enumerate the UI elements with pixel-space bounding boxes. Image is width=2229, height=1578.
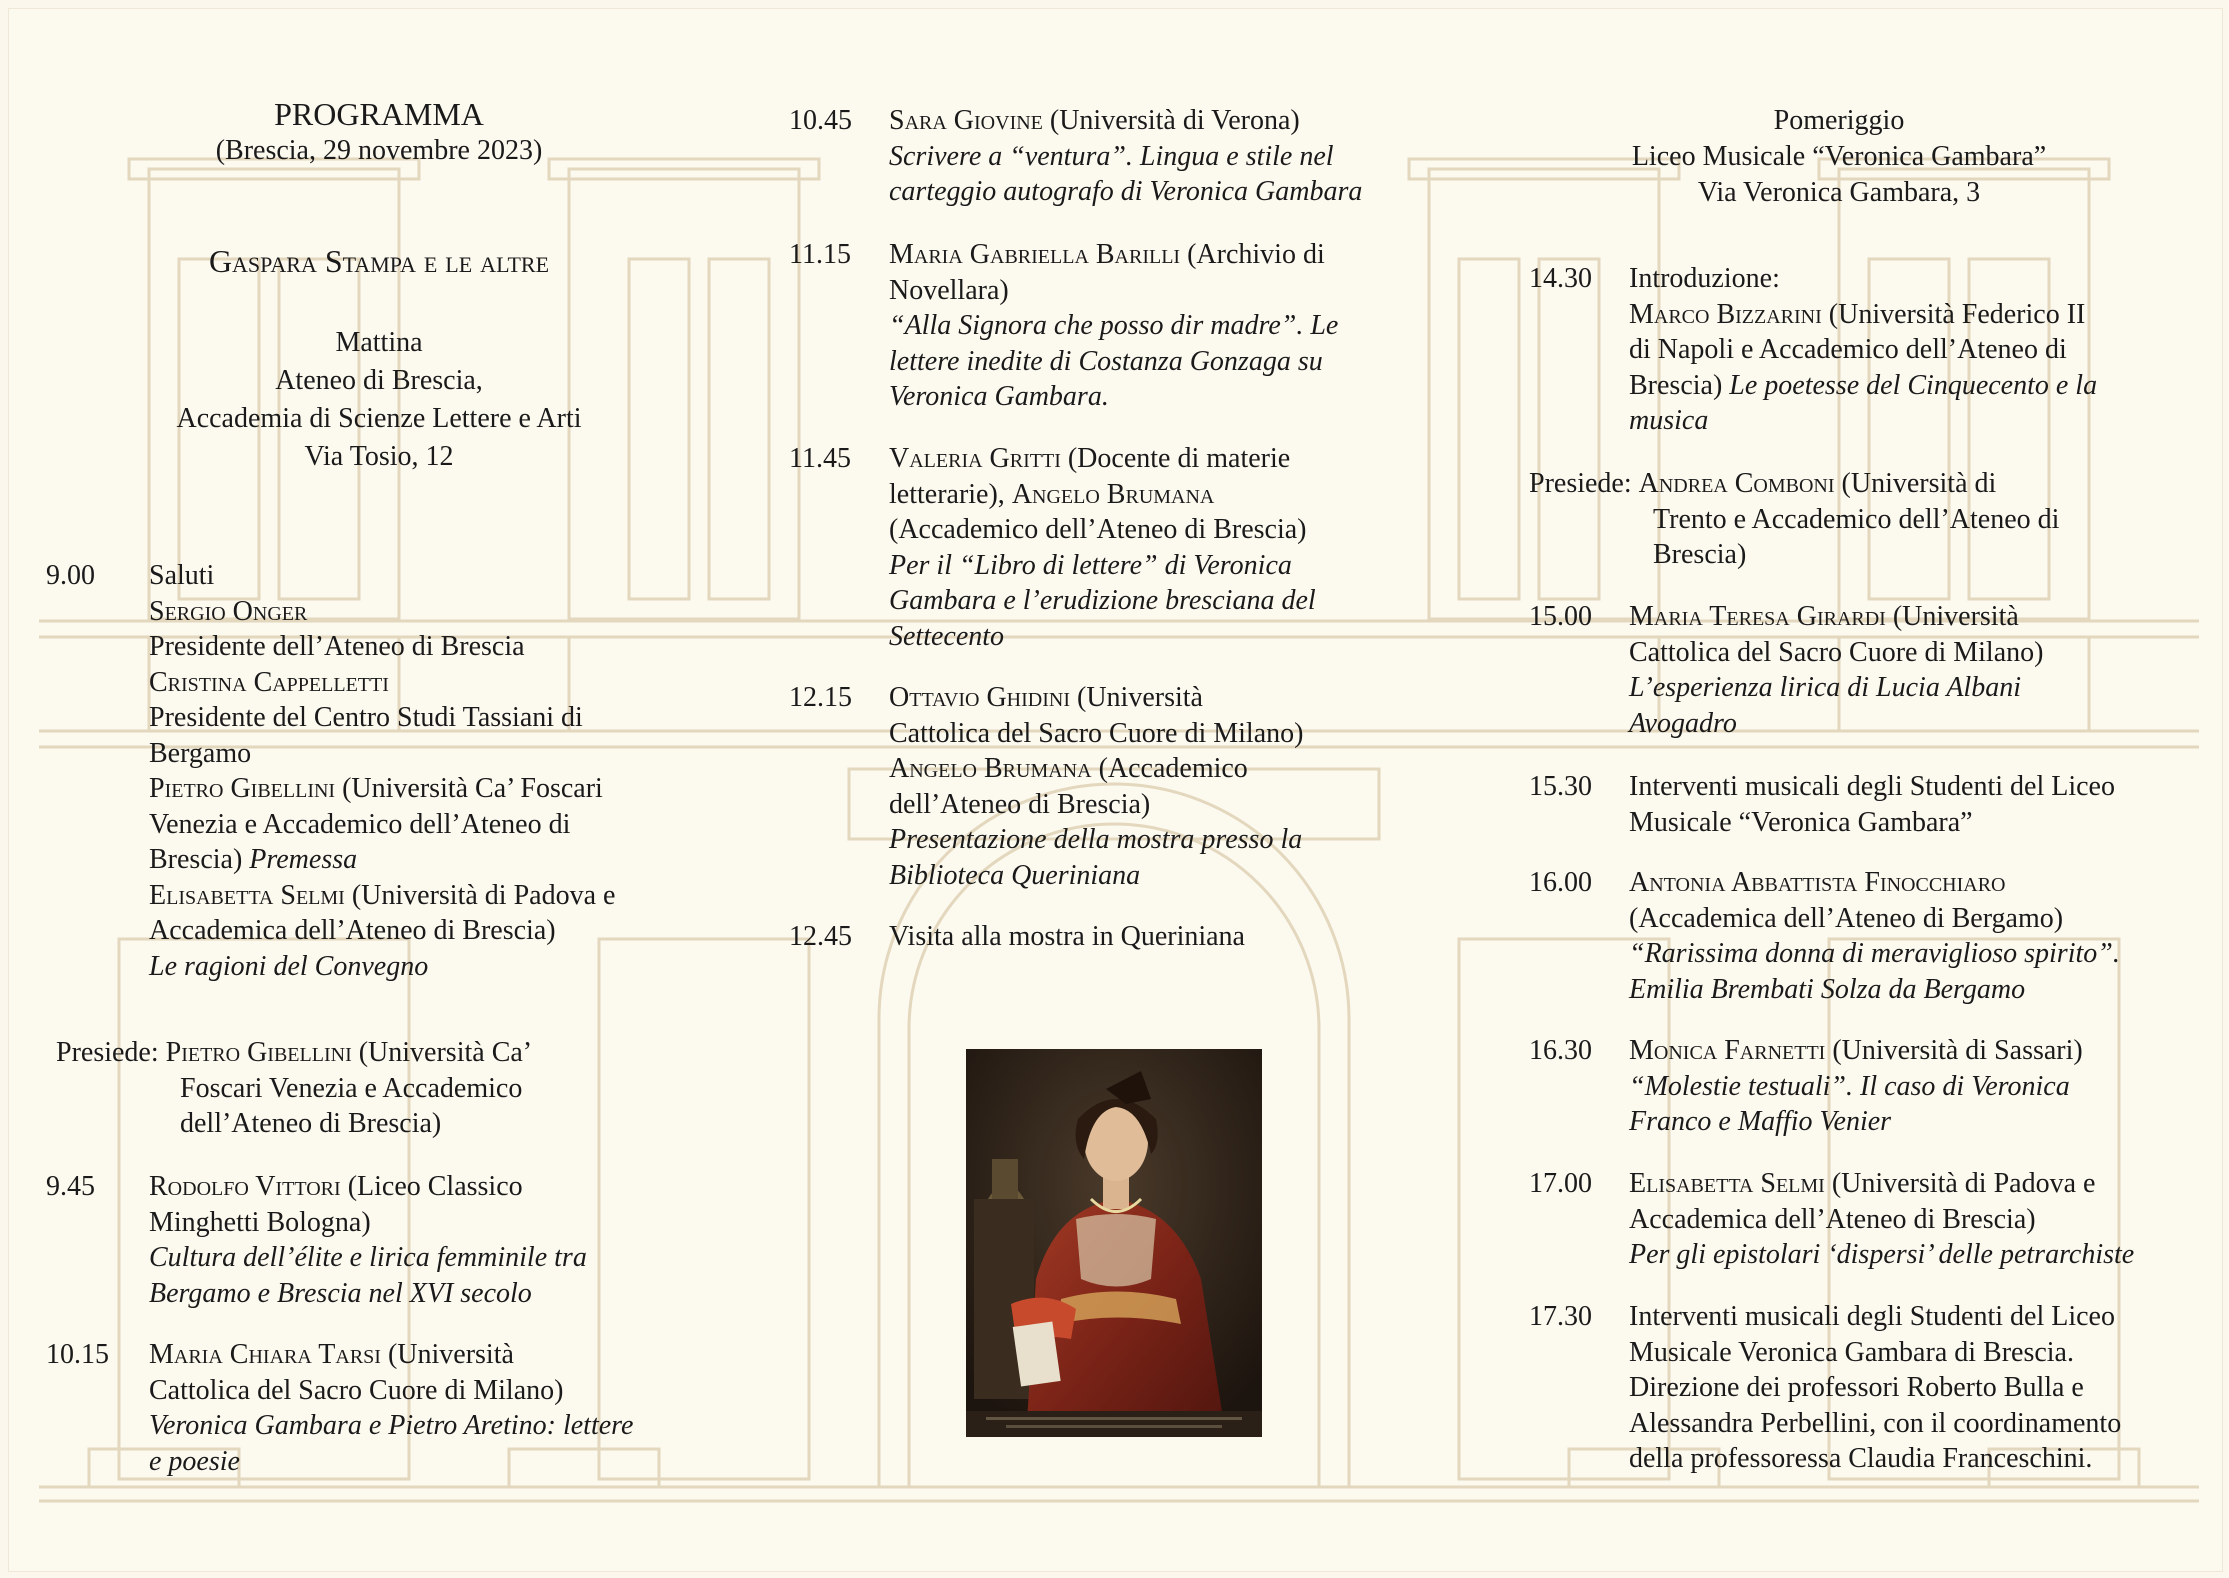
time-label: 12.15 (789, 682, 852, 713)
time-label: 9.00 (46, 560, 95, 591)
speaker-name: Pietro Gibellini (149, 773, 336, 804)
item-line: Presidente del Centro Studi Tassiani di (149, 702, 583, 733)
item-line: (Università Ca’ (351, 1037, 533, 1068)
item-body (1629, 865, 2209, 1007)
talk-title: Bergamo e Brescia nel XVI secolo (149, 1277, 532, 1309)
item-line: Cattolica del Sacro Cuore di Milano) (149, 1374, 564, 1406)
talk-title: L’esperienza lirica di Lucia Albani (1629, 672, 2021, 703)
item-line: (Università di (1834, 468, 1997, 499)
item-line: (Accademico (1091, 753, 1248, 784)
item-body (1629, 1299, 2209, 1477)
talk-title: Le ragioni del Convegno (149, 950, 429, 982)
talk-title: Scrivere a “ventura”. Lingua e stile nel (889, 140, 1334, 172)
speaker-name: Antonia Abbattista Finocchiaro (1629, 867, 2006, 898)
talk-title: Cultura dell’élite e lirica femminile tra (149, 1242, 587, 1273)
speaker-name: Sara Giovine (889, 105, 1043, 136)
speaker-name: Valeria Gritti (889, 443, 1061, 474)
item-line: Minghetti Bologna) (149, 1206, 371, 1238)
speaker-name: Pietro Gibellini (165, 1037, 352, 1068)
venue-line-3: Via Tosio, 12 (304, 441, 454, 472)
speaker-name: Elisabetta Selmi (149, 879, 345, 911)
item-line: (Accademico dell’Ateneo di Brescia) (889, 514, 1307, 545)
time-label: 16.30 (1529, 1035, 1592, 1066)
time-label: 11.45 (789, 443, 851, 474)
session-afternoon: Pomeriggio (1773, 105, 1905, 136)
speaker-name: Maria Gabriella Barilli (889, 239, 1181, 270)
item-line: (Università di Padova e (1824, 1168, 2096, 1199)
speaker-name: Maria Chiara Tarsi (149, 1339, 381, 1370)
item-line: Brescia) (149, 844, 250, 875)
speaker-name: Ottavio Ghidini (889, 682, 1070, 713)
talk-title: Veronica Gambara e Pietro Aretino: lettere (149, 1410, 634, 1441)
item-line: letterarie), (889, 478, 1012, 510)
chair-morning (56, 1035, 709, 1142)
item-line: (Docente di materie (1060, 443, 1291, 474)
talk-title: “Rarissima donna di meraviglioso spirito”. (1629, 938, 2120, 969)
item-line: Accademica dell’Ateneo di Brescia) (149, 915, 556, 946)
item-line: Musicale Veronica Gambara di Brescia. (1629, 1336, 2074, 1368)
talk-title: Emilia Brembati Solza da Bergamo (1629, 973, 2026, 1005)
item-line: (Università di Verona) (1042, 105, 1300, 136)
chair-afternoon (1529, 466, 2209, 573)
time-label: 15.30 (1529, 771, 1592, 802)
item-body (889, 103, 1449, 210)
item-line: (Archivio di (1180, 239, 1325, 270)
item-line: Interventi musicali degli Studenti del Liceo (1629, 771, 2115, 802)
talk-title: Franco e Maffio Venier (1629, 1106, 1892, 1137)
session-morning: Mattina (335, 327, 423, 358)
time-label: 14.30 (1529, 263, 1592, 294)
program-heading: PROGRAMMA (274, 96, 484, 132)
talk-title: lettere inedite di Costanza Gonzaga su (889, 345, 1323, 377)
talk-title: “Alla Signora che posso dir madre”. Le (889, 310, 1339, 341)
speaker-name: Angelo Brumana (1011, 478, 1215, 510)
speaker-name: Elisabetta Selmi (1629, 1168, 1825, 1199)
item-line: Brescia) (1629, 369, 1730, 401)
item-line: Accademica dell’Ateneo di Brescia) (1629, 1203, 2036, 1235)
item-line: Direzione dei professori Roberto Bulla e (1629, 1372, 2084, 1403)
item-line: (Università Federico II (1821, 298, 2086, 330)
speaker-name: Maria Teresa Girardi (1629, 601, 1886, 632)
item-line: Introduzione: (1629, 263, 1780, 294)
talk-title: Premessa (249, 844, 358, 875)
chair-label: Presiede: (56, 1037, 166, 1068)
item-line: Alessandra Perbellini, con il coordinamento (1629, 1407, 2122, 1439)
item-line: dell’Ateneo di Brescia) (180, 1108, 442, 1139)
time-label: 15.00 (1529, 601, 1592, 632)
item-line: Trento e Accademico dell’Ateneo di (1653, 503, 2060, 535)
chair-label: Presiede: (1529, 468, 1639, 499)
item-line: dell’Ateneo di Brescia) (889, 788, 1151, 820)
venue-line-1: Ateneo di Brescia, (275, 365, 483, 396)
talk-title: “Molestie testuali”. Il caso di Veronica (1629, 1070, 2070, 1102)
item-line: Visita alla mostra in Queriniana (889, 921, 1245, 952)
item-line: Presidente dell’Ateneo di Brescia (149, 631, 525, 662)
talk-title: Presentazione della mostra presso la (889, 824, 1303, 855)
item-line: (Università (1070, 682, 1203, 713)
item-line: Bergamo (149, 737, 252, 769)
item-line: Novellara) (889, 274, 1009, 306)
item-body (1629, 769, 2209, 840)
item-body (889, 680, 1449, 893)
item-body (1629, 1033, 2209, 1140)
talk-title: Gambara e l’erudizione bresciana del (889, 585, 1316, 616)
speaker-name: Andrea Comboni (1638, 468, 1835, 499)
venue-line-1: Liceo Musicale “Veronica Gambara” (1631, 141, 2047, 172)
speaker-name: Marco Bizzarini (1629, 298, 1822, 330)
talk-title: Per il “Libro di lettere” di Veronica (889, 549, 1292, 581)
program-date: (Brescia, 29 novembre 2023) (215, 135, 543, 166)
item-body (149, 1337, 709, 1479)
item-line: (Liceo Classico (340, 1171, 523, 1202)
time-label: 16.00 (1529, 867, 1592, 898)
item-body (889, 441, 1449, 654)
item-body (1629, 1166, 2209, 1273)
item-line: Venezia e Accademico dell’Ateneo di (149, 808, 571, 840)
veronica-gambara-portrait (966, 1049, 1262, 1437)
item-line: Brescia) (1653, 539, 1747, 570)
speaker-name: Cristina Cappelletti (149, 666, 389, 698)
venue-line-2: Via Veronica Gambara, 3 (1697, 177, 1981, 208)
item-line: Saluti (149, 560, 215, 591)
item-line: Cattolica del Sacro Cuore di Milano) (889, 717, 1304, 749)
item-line: (Accademica dell’Ateneo di Bergamo) (1629, 902, 2064, 934)
talk-title: e poesie (149, 1445, 240, 1477)
item-line: Musicale “Veronica Gambara” (1629, 806, 1973, 838)
item-line: (Università (380, 1339, 514, 1370)
item-line: di Napoli e Accademico dell’Ateneo di (1629, 334, 2067, 365)
speaker-name: Rodolfo Vittori (149, 1171, 341, 1202)
speaker-name: Monica Farnetti (1629, 1035, 1826, 1066)
talk-title: Avogadro (1629, 707, 1737, 739)
time-label: 11.15 (789, 239, 851, 270)
time-label: 10.45 (789, 105, 852, 136)
item-line: (Università (1885, 601, 2019, 632)
talk-title: Le poetesse del Cinquecento e la (1729, 369, 2098, 401)
venue-line-2: Accademia di Scienze Lettere e Arti (176, 403, 582, 434)
item-line: Interventi musicali degli Studenti del Liceo (1629, 1301, 2115, 1332)
talk-title: Settecento (889, 620, 1005, 652)
talk-title: Veronica Gambara. (889, 381, 1109, 412)
time-label: 17.30 (1529, 1301, 1592, 1332)
time-label: 9.45 (46, 1171, 95, 1202)
item-body (1629, 261, 2209, 439)
item-line: (Università di Padova e (344, 879, 616, 911)
speaker-name: Angelo Brumana (889, 753, 1092, 784)
time-label: 12.45 (789, 921, 852, 952)
time-label: 10.15 (46, 1339, 109, 1370)
item-line: Foscari Venezia e Accademico (180, 1072, 523, 1104)
item-body (889, 919, 1449, 955)
item-body (1629, 599, 2209, 741)
item-line: (Università di Sassari) (1825, 1035, 2083, 1066)
item-line: (Università Ca’ Foscari (335, 773, 603, 804)
item-body (149, 558, 709, 984)
item-line: Cattolica del Sacro Cuore di Milano) (1629, 636, 2044, 668)
item-line: della professoressa Claudia Franceschini. (1629, 1443, 2093, 1474)
talk-title: Biblioteca Queriniana (889, 859, 1141, 891)
talk-title: musica (1629, 405, 1709, 436)
talk-title: carteggio autografo di Veronica Gambara (889, 176, 1363, 207)
portrait-painting-image (966, 1049, 1262, 1437)
talk-title: Per gli epistolari ‘dispersi’ delle petrarchiste (1629, 1239, 2135, 1270)
time-label: 17.00 (1529, 1168, 1592, 1199)
program-page (8, 8, 2223, 1572)
item-body (149, 1169, 709, 1311)
speaker-name: Sergio Onger (149, 595, 308, 627)
conference-title: Gaspara Stampa e le altre (208, 243, 550, 279)
item-body (889, 237, 1449, 415)
